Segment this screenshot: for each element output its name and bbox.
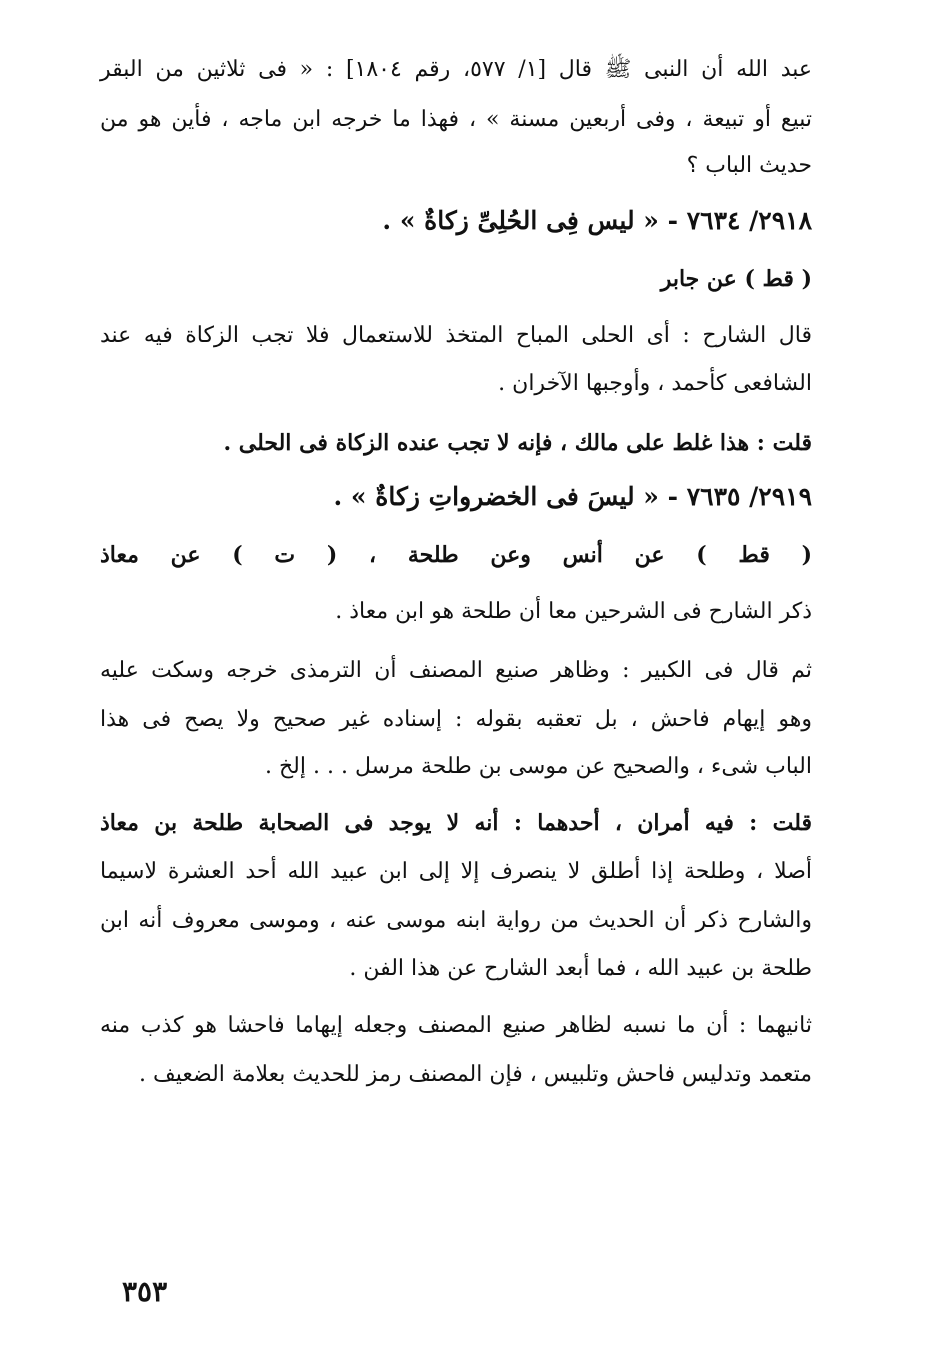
hadith-heading-2918: ٢٩١٨/ ٧٦٣٤ - « ليس فِى الحُلِىِّ زكاةٌ » . (382, 206, 812, 235)
text-line-18: طلحة بن عبيد الله ، فما أبعد الشارح عن هذا الفن . (349, 956, 812, 981)
hadith-heading-2919: ٢٩١٩/ ٧٦٣٥ - « ليسَ فى الخضرواتِ زكاةٌ » . (333, 482, 812, 511)
page-number: ٣٥٣ (122, 1275, 168, 1308)
text-line-16: أصلا ، وطلحة إذا أطلق لا ينصرف إلا إلى ابن عبيد الله أحد العشرة لاسيما (100, 859, 812, 884)
hadith-source-2919: ( قط ) عن أنس وعن طلحة ، ( ت ) عن معاذ (100, 542, 812, 568)
text-line-13: وهو إيهام فاحش ، بل تعقبه بقوله : إسناده غير صحيح ولا يصح فى هذا (100, 707, 812, 732)
text-line-14: الباب شىء ، والصحيح عن موسى بن طلحة مرسل . . . إلخ . (264, 754, 812, 779)
text-line-8: قلت : هذا غلط على مالك ، فإنه لا تجب عنده الزكاة فى الحلى . (223, 430, 812, 456)
text-line-15: قلت : فيه أمران ، أحدهما : أنه لا يوجد فى الصحابة طلحة بن معاذ (100, 810, 812, 836)
text-line-12: ثم قال فى الكبير : وظاهر صنيع المصنف أن الترمذى خرجه وسكت عليه (100, 658, 812, 683)
text-line-7: الشافعى كأحمد ، وأوجبها الآخران . (498, 371, 812, 396)
text-line-17: والشارح ذكر أن الحديث من رواية ابنه موسى عنه ، وموسى معروف أنه ابن (100, 908, 812, 933)
text-line-19: ثانيهما : أن ما نسبه لظاهر صنيع المصنف وجعله إيهاما فاحشا هو كذب منه (100, 1013, 812, 1038)
hadith-source-2918: ( قط ) عن جابر (660, 266, 812, 292)
text-line-6: قال الشارح : أى الحلى المباح المتخذ للاستعمال فلا تجب الزكاة فيه عند (100, 323, 812, 348)
text-line-3: حديث الباب ؟ (686, 153, 812, 178)
text-line-11: ذكر الشارح فى الشرحين معا أن طلحة هو ابن معاذ . (335, 599, 812, 624)
text-line-20: متعمد وتدليس فاحش وتلبيس ، فإن المصنف رمز للحديث بعلامة الضعيف . (139, 1062, 812, 1087)
text-line-2: تبيع أو تبيعة ، وفى أربعين مسنة » ، فهذا ما خرجه ابن ماجه ، فأين هو من (100, 107, 812, 132)
text-line-1: عبد الله أن النبى ﷺ قال [١/ ٥٧٧، رقم ١٨٠٤] : « فى ثلاثين من البقر (100, 57, 813, 82)
